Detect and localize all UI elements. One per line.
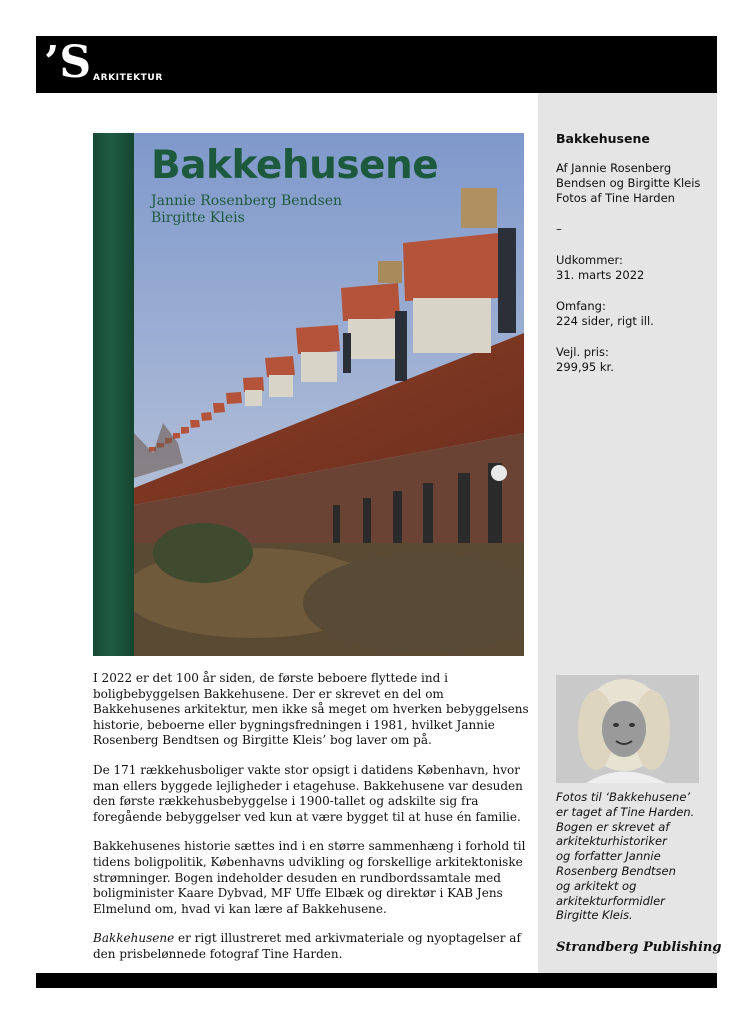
sidebar-authors: Af Jannie Rosenberg Bendsen og Birgitte Kleis Fotos af Tine Harden <box>556 161 701 205</box>
author-portrait <box>556 675 699 783</box>
cover-title: Bakkehusene <box>151 143 439 188</box>
price-label: Vejl. pris: <box>556 345 609 359</box>
extent-value: 224 sider, rigt ill. <box>556 314 654 328</box>
paragraph-4-text: er rigt illustreret med arkivmateriale og nyoptagelser af den prisbelønnede fotograf Tine Harden. <box>93 931 521 961</box>
price-value: 299,95 kr. <box>556 360 614 374</box>
body-text <box>93 671 533 977</box>
book-title-emphasis: Bakkehusene <box>93 931 175 946</box>
logo: ’S <box>44 37 92 88</box>
release-value: 31. marts 2022 <box>556 268 645 282</box>
release-label: Udkommer: <box>556 253 623 267</box>
photo-caption: Fotos til ‘Bakkehusene’ er taget af Tine Harden. Bogen er skrevet af arkitekturhistoriker og forfatter Jannie Rosenberg Bendtsen og arkitekt og arkitekturformidler Birgitte Kleis. <box>556 790 695 923</box>
footer-bar <box>36 973 717 988</box>
cover-author-2: Birgitte Kleis <box>151 210 245 226</box>
book-cover <box>93 133 524 656</box>
book-spine <box>93 133 134 656</box>
sidebar-dash: – <box>556 222 562 236</box>
publisher-name: Strandberg Publishing <box>556 940 722 955</box>
brand-label: ARKITEKTUR <box>93 73 163 83</box>
header-bar <box>36 36 717 93</box>
sidebar-title: Bakkehusene <box>556 131 650 146</box>
paragraph-1: I 2022 er det 100 år siden, de første beboere flyttede ind i boligbebyggelsen Bakkehusene. Der er skrevet en del om Bakkehusenes arkitektur, men ikke så meget om hverken bebyggelsens historie, beboerne eller bygningsfredningen i 1981, hvilket Jannie Rosenberg Bendtsen og Birgitte Kleis’ bog laver om på. <box>93 671 529 748</box>
paragraph-3: Bakkehusenes historie sættes ind i en større sammenhæng i forhold til tidens boligpolitik, Københavns udvikling og forskellige arkitektoniske strømninger. Bogen indeholder desuden en rundbordssamtale med boligminister Kaare Dybvad, MF Uffe Elbæk og direktør i KAB Jens Elmelund om, hvad vi kan lære af Bakkehusene. <box>93 839 526 916</box>
extent-label: Omfang: <box>556 299 606 313</box>
paragraph-4 <box>93 931 533 962</box>
cover-author-1: Jannie Rosenberg Bendsen <box>151 193 343 209</box>
paragraph-2: De 171 rækkehusboliger vakte stor opsigt i datidens København, hvor man ellers byggede lejligheder i etagehuse. Bakkehusene var desuden den første rækkehusbebyggelse i 1900-tallet og adskilte sig fra foregående bebyggelser ved kun at være bygget til at huse én familie. <box>93 762 523 824</box>
